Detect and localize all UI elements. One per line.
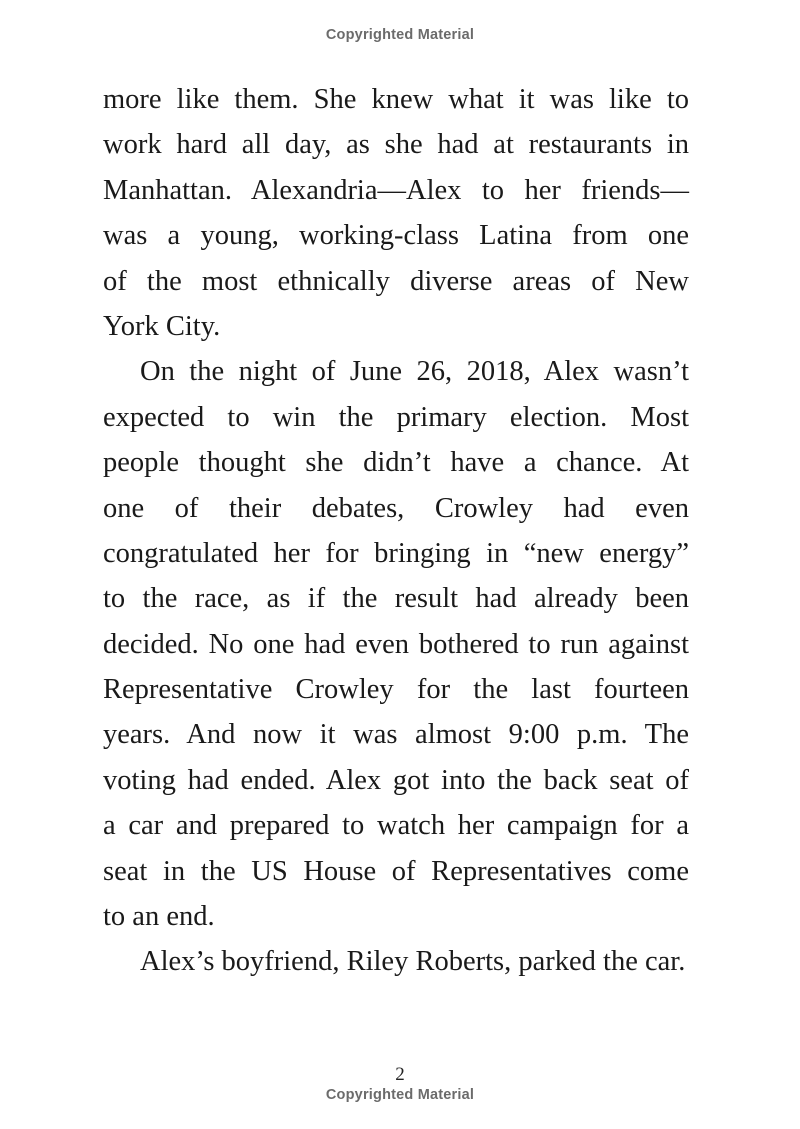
text-line: voting had ended. Alex got into the back seat of [103, 764, 689, 796]
text-line: a car and prepared to watch her campaign for a [103, 810, 689, 842]
text-line: people thought she didn’t have a chance. At [103, 447, 689, 479]
text-line: was a young, working-class Latina from one [103, 220, 689, 252]
text-line: Alex’s boyfriend, Riley Roberts, parked the car. [140, 946, 686, 978]
text-line: expected to win the primary election. Most [103, 401, 689, 433]
text-line: one of their debates, Crowley had even [103, 492, 689, 524]
copyright-watermark-top: Copyrighted Material [325, 27, 475, 43]
text-line: Manhattan. Alexandria—Alex to her friends— [103, 174, 689, 206]
page-number: 2 [395, 1064, 405, 1085]
text-line: congratulated her for bringing in “new energy” [103, 537, 689, 569]
text-line: to an end. [103, 901, 215, 933]
body-text [103, 77, 689, 985]
text-line: to the race, as if the result had already been [103, 583, 689, 615]
copyright-watermark-bottom: Copyrighted Material [325, 1087, 475, 1103]
text-line: decided. No one had even bothered to run against [103, 628, 689, 660]
text-line: York City. [103, 310, 221, 342]
text-line: work hard all day, as she had at restaurants in [103, 129, 689, 161]
text-line: years. And now it was almost 9:00 p.m. The [103, 719, 689, 751]
text-line: Representative Crowley for the last fourteen [103, 674, 689, 706]
text-line: On the night of June 26, 2018, Alex wasn’t [140, 356, 689, 388]
text-line: more like them. She knew what it was like to [103, 84, 689, 115]
text-line: of the most ethnically diverse areas of New [103, 265, 689, 297]
text-line: seat in the US House of Representatives come [103, 855, 689, 887]
